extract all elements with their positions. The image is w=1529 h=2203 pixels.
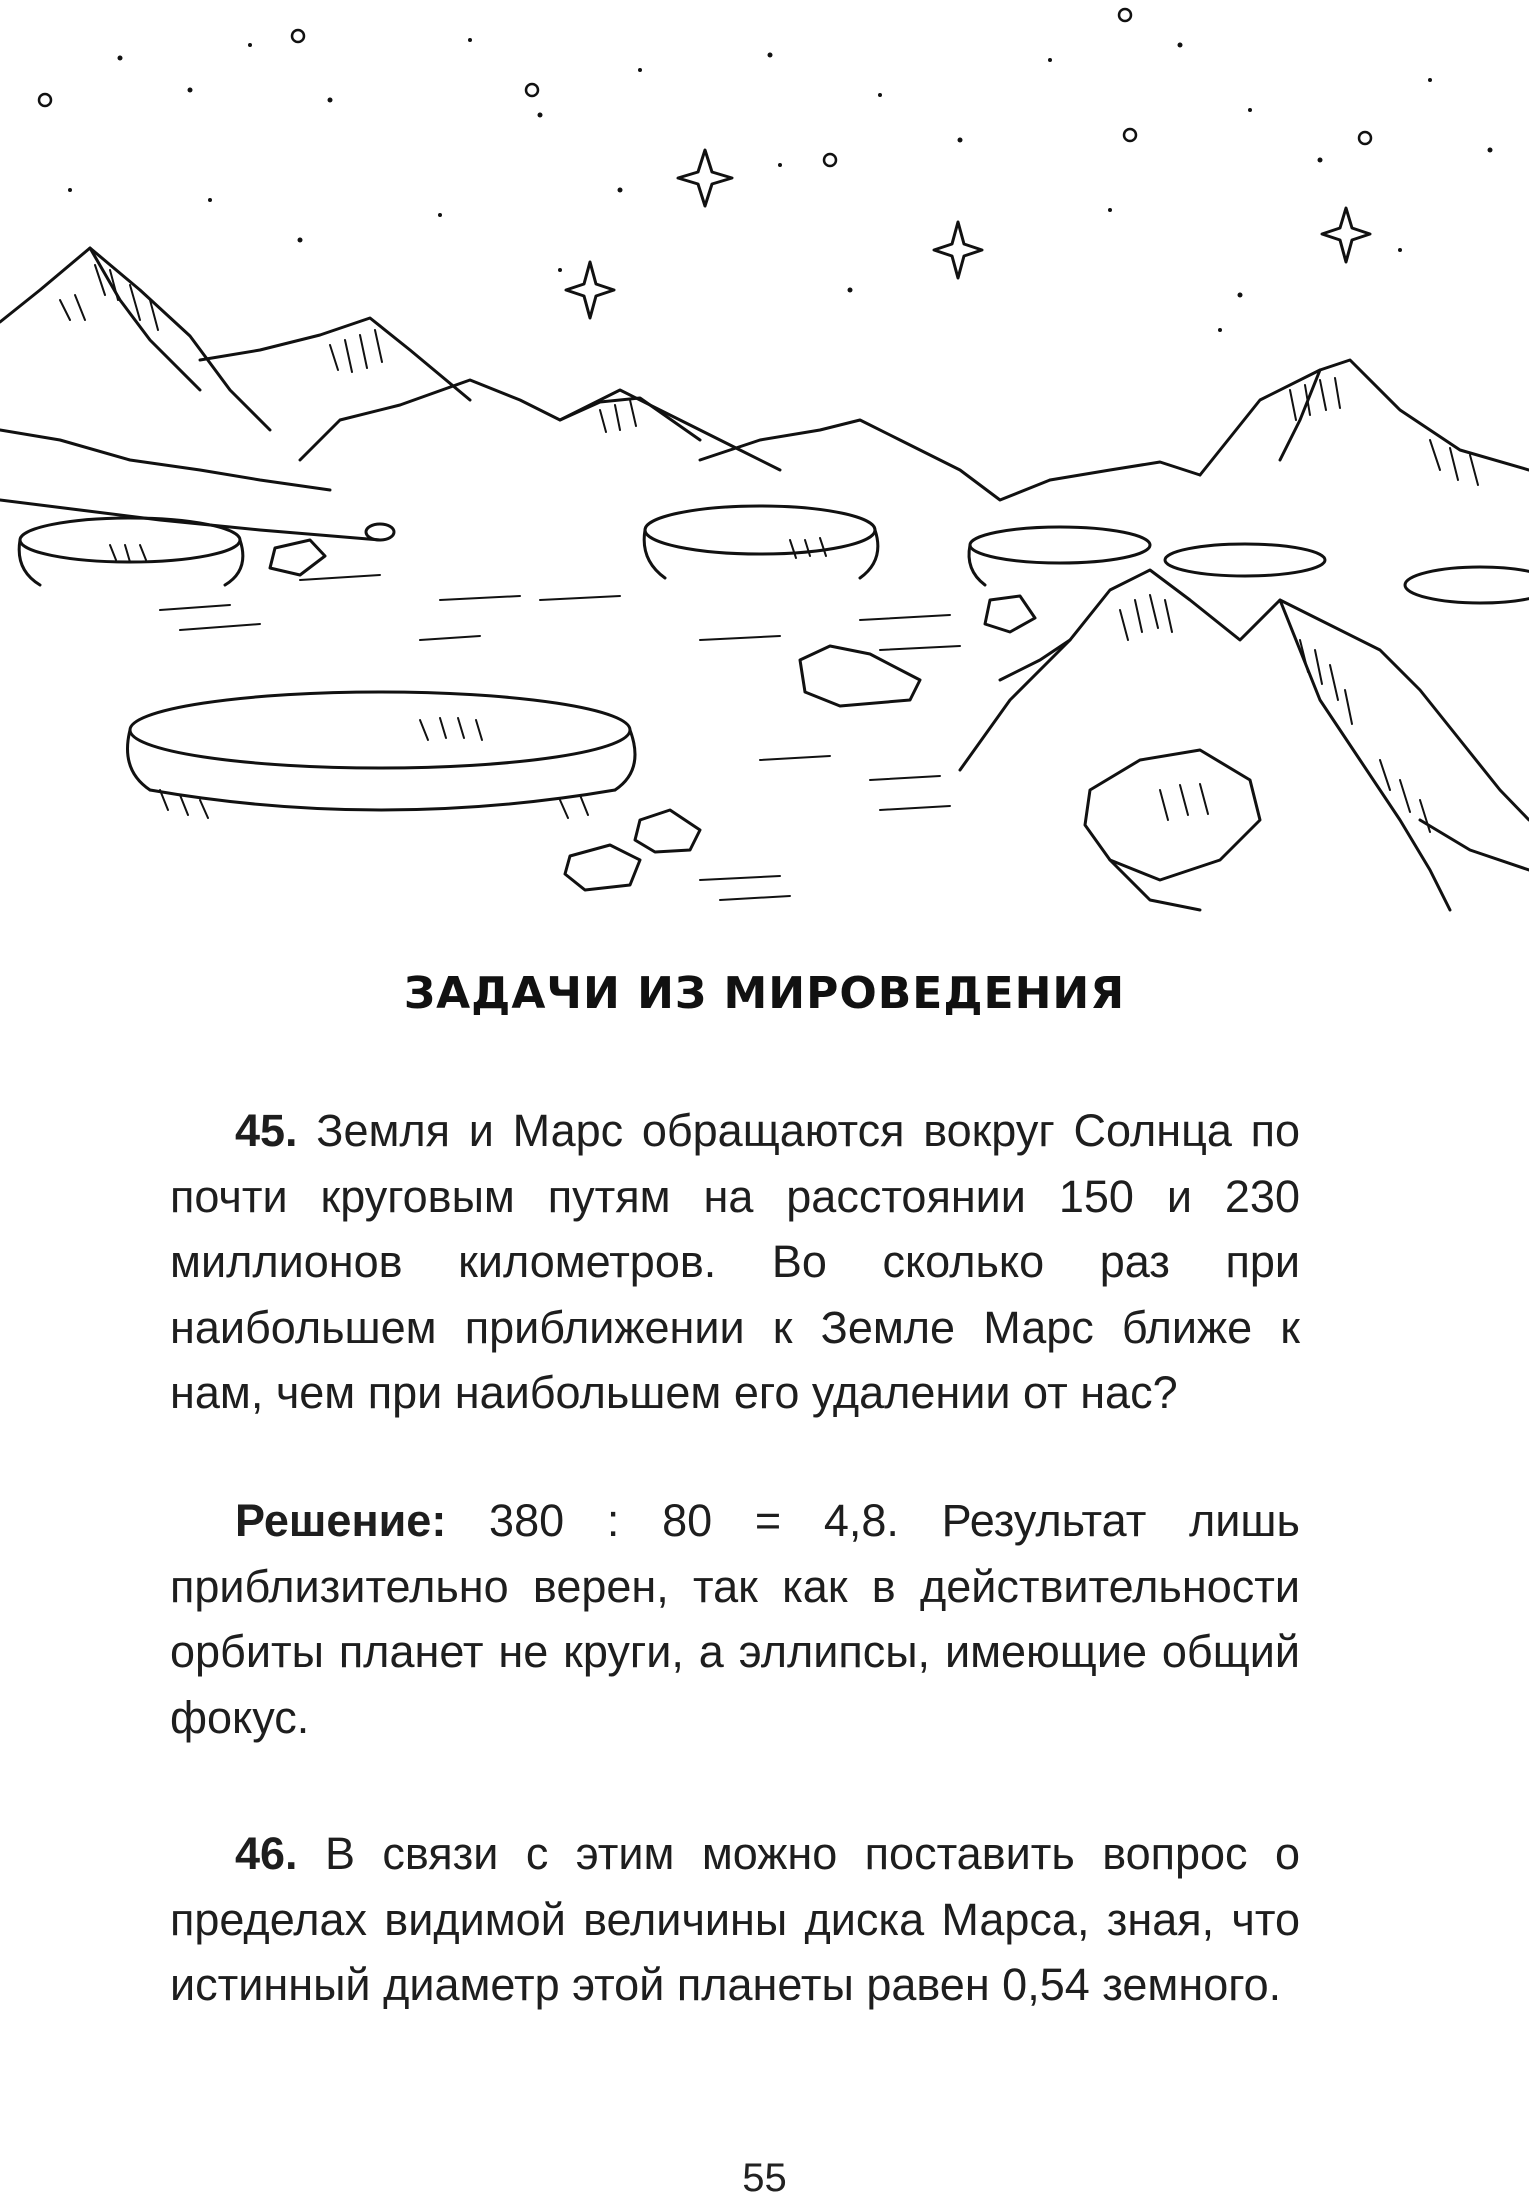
foreground-hills — [960, 570, 1529, 910]
problem-number: 46. — [235, 1828, 298, 1879]
problem-45 — [170, 1098, 1300, 1426]
ground-lines — [160, 575, 960, 900]
crater-hatching — [110, 538, 826, 818]
problem-46 — [170, 1821, 1300, 2018]
sparkle-stars — [566, 150, 1370, 318]
solution-label: Решение: — [235, 1495, 447, 1546]
mountain-hatching — [60, 265, 1478, 485]
solution-45 — [170, 1488, 1300, 1750]
ring-stars — [39, 9, 1371, 166]
problem-number: 45. — [235, 1105, 298, 1156]
mountains — [0, 248, 1529, 540]
lunar-landscape-illustration — [0, 0, 1529, 920]
page-title: ЗАДАЧИ ИЗ МИРОВЕДЕНИЯ — [403, 968, 1126, 1019]
solution-text: 380 : 80 = 4,8. Результат лишь приблизительно верен, так как в действительности орбиты планет не круги, а эллипсы, имеющие общий фокус. — [170, 1495, 1300, 1743]
problem-text: В связи с этим можно поставить вопрос о пределах видимой величины диска Марса, зная, что истинный диаметр этой планеты равен 0,54 земного. — [170, 1828, 1300, 2010]
stars — [68, 38, 1493, 332]
page-number: 55 — [742, 2156, 787, 2200]
rocks — [270, 524, 1260, 890]
problem-text: Земля и Марс обращаются вокруг Солнца по почти круговым путям на расстоянии 150 и 230 миллионов километров. Во сколько раз при наибольшем приближении к Земле Марс ближе к нам, чем при наибольшем его удалении от нас? — [170, 1105, 1300, 1418]
